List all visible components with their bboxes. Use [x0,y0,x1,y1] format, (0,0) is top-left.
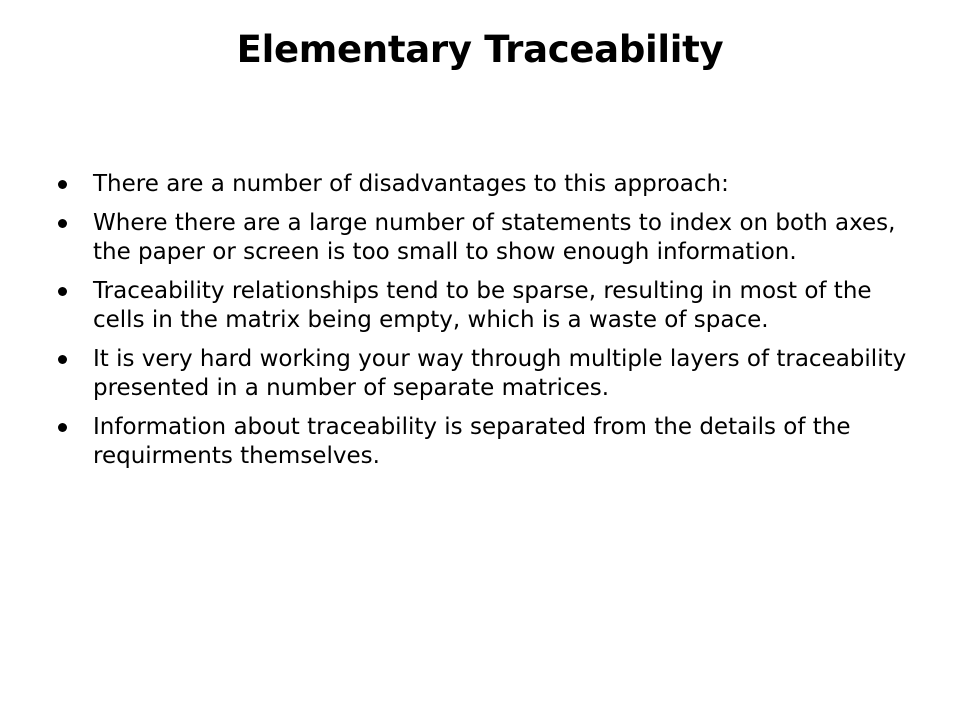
bullet-icon [58,219,67,228]
bullet-text: Where there are a large number of statements to index on both axes, the paper or screen is too small to show enough information. [93,210,896,265]
bullet-item [58,209,918,267]
bullet-item [58,345,918,403]
bullet-item [58,413,918,471]
slide-title: Elementary Traceability [236,28,724,71]
bullet-text: Traceability relationships tend to be sparse, resulting in most of the cells in the matrix being empty, which is a waste of space. [93,278,872,333]
bullet-list [58,170,918,481]
bullet-icon [58,423,67,432]
bullet-item [58,170,918,199]
bullet-icon [58,355,67,364]
bullet-text: Information about traceability is separated from the details of the requirments themselves. [93,414,851,469]
bullet-text: There are a number of disadvantages to this approach: [93,171,729,197]
bullet-icon [58,287,67,296]
bullet-icon [58,180,67,189]
bullet-item [58,277,918,335]
bullet-text: It is very hard working your way through multiple layers of traceability presented in a number of separate matrices. [93,346,907,401]
